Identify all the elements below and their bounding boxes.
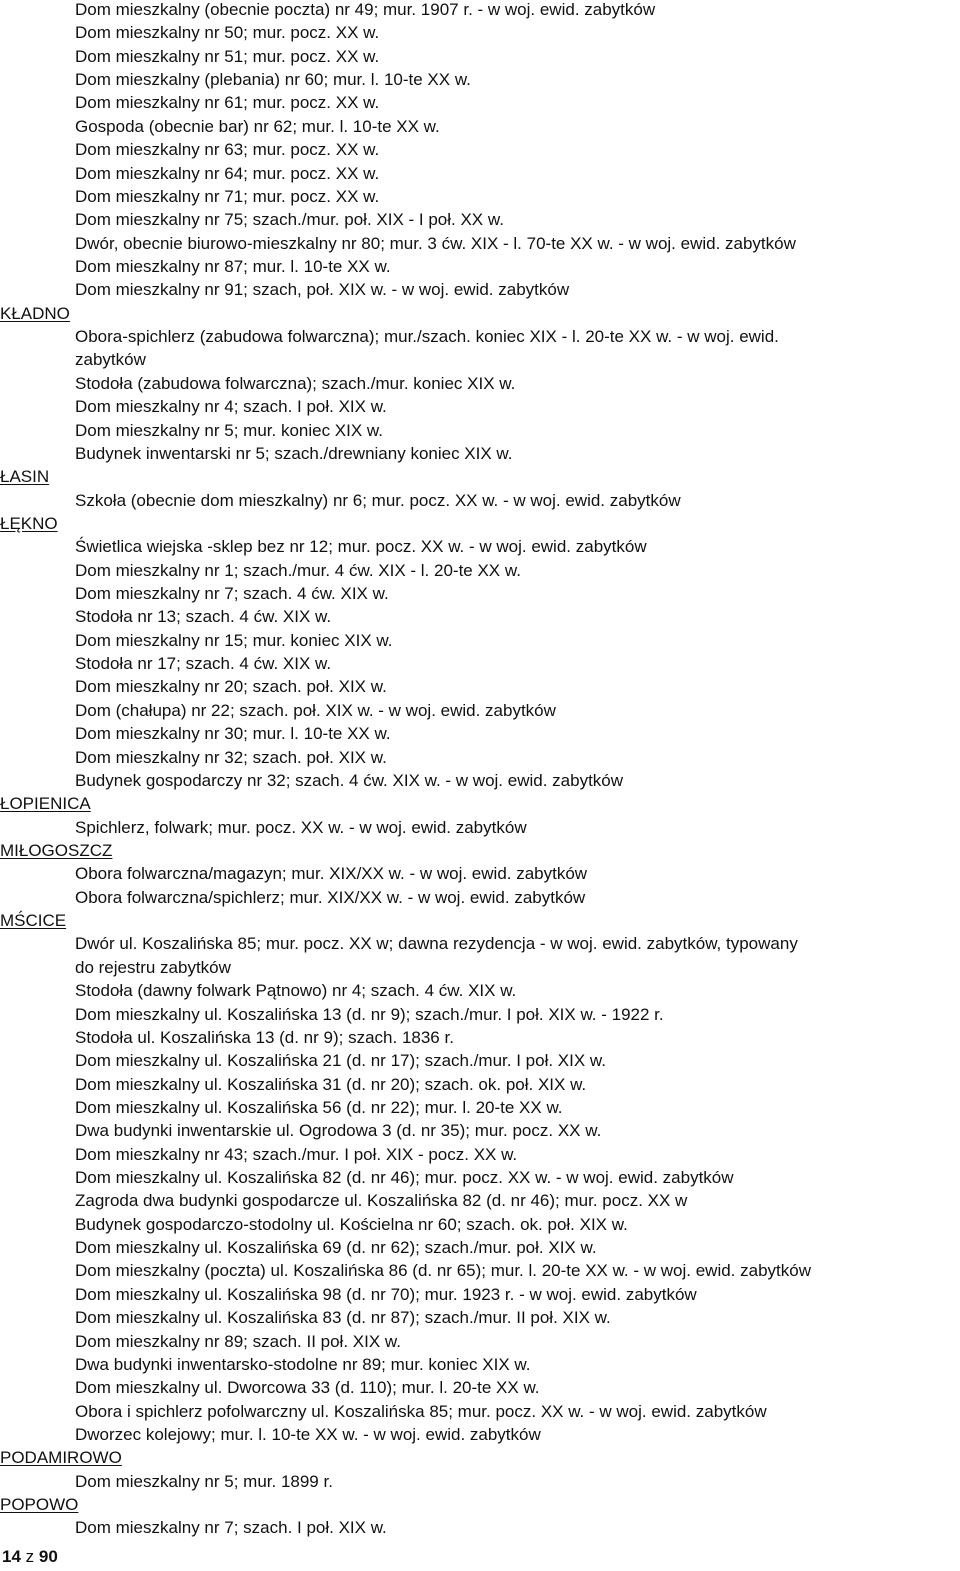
monument-entry: Dom mieszkalny ul. Koszalińska 69 (d. nr 62); szach./mur. poł. XIX w.: [75, 1238, 597, 1258]
locality-heading: ŁOPIENICA: [0, 794, 91, 814]
locality-heading: KŁADNO: [0, 303, 70, 323]
monument-entry: Dom mieszkalny nr 87; mur. l. 10-te XX w.: [75, 257, 391, 276]
monument-entry: Dom mieszkalny nr 91; szach, poł. XIX w. - w woj. ewid. zabytków: [75, 280, 570, 300]
monument-entry: Dom mieszkalny nr 20; szach. poł. XIX w.: [75, 677, 387, 697]
locality-heading: ŁASIN: [0, 467, 50, 487]
monument-entry: Budynek inwentarski nr 5; szach./drewniany koniec XIX w.: [75, 443, 513, 463]
monument-entry: Dom mieszkalny nr 30; mur. l. 10-te XX w.: [75, 724, 391, 744]
page-total: 90: [38, 1547, 58, 1566]
monument-entry: Zagroda dwa budynki gospodarcze ul. Koszalińska 82 (d. nr 46); mur. pocz. XX w: [75, 1191, 688, 1211]
monument-entry: Gospoda (obecnie bar) nr 62; mur. l. 10-te XX w.: [75, 116, 440, 136]
monument-entry: Dom mieszkalny ul. Koszalińska 56 (d. nr 22); mur. l. 20-te XX w.: [75, 1097, 563, 1117]
page-current: 14: [2, 1547, 21, 1566]
monument-entry: Dom mieszkalny nr 51; mur. pocz. XX w.: [75, 46, 380, 66]
monument-entry: Obora i spichlerz pofolwarczny ul. Koszalińska 85; mur. pocz. XX w. - w woj. ewid. zabytków: [75, 1401, 767, 1421]
monument-entry: Dworzec kolejowy; mur. l. 10-te XX w. - w woj. ewid. zabytków: [75, 1425, 541, 1444]
monument-entry: Spichlerz, folwark; mur. pocz. XX w. - w woj. ewid. zabytków: [75, 817, 527, 837]
monument-entry: Stodoła nr 13; szach. 4 ćw. XIX w.: [75, 607, 332, 627]
monument-entry: Dom mieszkalny ul. Koszalińska 13 (d. nr 9); szach./mur. I poł. XIX w. - 1922 r.: [75, 1004, 664, 1024]
monument-entry: Dom mieszkalny nr 1; szach./mur. 4 ćw. XIX - l. 20-te XX w.: [75, 560, 521, 580]
monument-entry: Dom mieszkalny nr 43; szach./mur. I poł. XIX - pocz. XX w.: [75, 1144, 518, 1164]
monument-entry: Dom mieszkalny ul. Koszalińska 83 (d. nr 87); szach./mur. II poł. XIX w.: [75, 1308, 611, 1328]
page-number-footer: [2, 1547, 58, 1567]
monument-entry: Dom mieszkalny (plebania) nr 60; mur. l. 10-te XX w.: [75, 70, 471, 90]
locality-heading: MIŁOGOSZCZ: [0, 841, 113, 860]
monument-entry: Stodoła ul. Koszalińska 13 (d. nr 9); szach. 1836 r.: [75, 1027, 454, 1047]
monument-entry: Dom mieszkalny (poczta) ul. Koszalińska 86 (d. nr 65); mur. l. 20-te XX w. - w woj. ewid. zabytków: [75, 1261, 811, 1281]
monument-entry: Stodoła (zabudowa folwarczna); szach./mur. koniec XIX w.: [75, 373, 516, 393]
monument-entry: Stodoła (dawny folwark Pątnowo) nr 4; szach. 4 ćw. XIX w.: [75, 981, 517, 1001]
monument-entry: Dom mieszkalny nr 7; szach. I poł. XIX w.: [75, 1518, 387, 1538]
monument-entry: Dom mieszkalny nr 89; szach. II poł. XIX w.: [75, 1331, 401, 1351]
monument-entry: Dom mieszkalny nr 63; mur. pocz. XX w.: [75, 140, 380, 160]
monument-entry: Dom mieszkalny ul. Koszalińska 82 (d. nr 46); mur. pocz. XX w. - w woj. ewid. zabytków: [75, 1168, 734, 1187]
monument-entry: Dom mieszkalny nr 4; szach. I poł. XIX w.: [75, 397, 387, 417]
monument-entry: Stodoła nr 17; szach. 4 ćw. XIX w.: [75, 654, 332, 674]
monument-entry: Dom mieszkalny nr 32; szach. poł. XIX w.: [75, 747, 387, 767]
monument-entry: Dom (chałupa) nr 22; szach. poł. XIX w. - w woj. ewid. zabytków: [75, 700, 556, 720]
locality-heading: PODAMIROWO: [0, 1448, 122, 1468]
monument-entry: Dom mieszkalny ul. Koszalińska 98 (d. nr 70); mur. 1923 r. - w woj. ewid. zabytków: [75, 1284, 697, 1304]
monument-entry: Dom mieszkalny nr 71; mur. pocz. XX w.: [75, 186, 380, 206]
monument-entry: Obora folwarczna/spichlerz; mur. XIX/XX w. - w woj. ewid. zabytków: [75, 887, 586, 907]
monument-entry: Dom mieszkalny nr 61; mur. pocz. XX w.: [75, 93, 380, 113]
locality-heading: MŚCICE: [0, 911, 67, 930]
monument-entry: Dom mieszkalny nr 75; szach./mur. poł. XIX - I poł. XX w.: [75, 210, 504, 230]
monument-entry: Dom mieszkalny nr 5; mur. 1899 r.: [75, 1471, 333, 1491]
monument-entry: Dom mieszkalny nr 64; mur. pocz. XX w.: [75, 163, 380, 183]
monument-entry: Dom mieszkalny nr 50; mur. pocz. XX w.: [75, 23, 380, 43]
monument-entry: Dom mieszkalny ul. Koszalińska 21 (d. nr 17); szach./mur. I poł. XIX w.: [75, 1051, 606, 1071]
monument-entry: Świetlica wiejska -sklep bez nr 12; mur. pocz. XX w. - w woj. ewid. zabytków: [75, 537, 647, 557]
monument-entry: zabytków: [75, 350, 146, 370]
monument-entry: Dwór ul. Koszalińska 85; mur. pocz. XX w; dawna rezydencja - w woj. ewid. zabytków, typowany: [75, 934, 798, 954]
monument-entry: Obora folwarczna/magazyn; mur. XIX/XX w. - w woj. ewid. zabytków: [75, 864, 588, 884]
monument-entry: do rejestru zabytków: [75, 957, 231, 977]
monument-entry: Dwa budynki inwentarsko-stodolne nr 89; mur. koniec XIX w.: [75, 1354, 531, 1374]
monument-entry: Obora-spichlerz (zabudowa folwarczna); mur./szach. koniec XIX - l. 20-te XX w. - w woj. ewid.: [75, 327, 779, 346]
monument-entry: Dom mieszkalny nr 5; mur. koniec XIX w.: [75, 420, 383, 440]
locality-heading: POPOWO: [0, 1495, 79, 1514]
monument-entry: Szkoła (obecnie dom mieszkalny) nr 6; mur. pocz. XX w. - w woj. ewid. zabytków: [75, 490, 681, 510]
monument-entry: Budynek gospodarczo-stodolny ul. Kościelna nr 60; szach. ok. poł. XIX w.: [75, 1214, 628, 1234]
locality-heading: ŁĘKNO: [0, 513, 58, 533]
monument-entry: Dwór, obecnie biurowo-mieszkalny nr 80; mur. 3 ćw. XIX - l. 70-te XX w. - w woj. ewid. zabytków: [75, 233, 796, 253]
monument-entry: Dom mieszkalny ul. Koszalińska 31 (d. nr 20); szach. ok. poł. XIX w.: [75, 1074, 587, 1094]
monument-entry: Dom mieszkalny ul. Dworcowa 33 (d. 110); mur. l. 20-te XX w.: [75, 1378, 540, 1398]
monument-entry: Dom mieszkalny (obecnie poczta) nr 49; mur. 1907 r. - w woj. ewid. zabytków: [75, 0, 656, 19]
monument-entry: Dom mieszkalny nr 15; mur. koniec XIX w.: [75, 630, 393, 650]
monument-entry: Dwa budynki inwentarskie ul. Ogrodowa 3 (d. nr 35); mur. pocz. XX w.: [75, 1121, 602, 1141]
page-separator: z: [25, 1547, 35, 1566]
monument-entry: Dom mieszkalny nr 7; szach. 4 ćw. XIX w.: [75, 584, 389, 603]
monument-entry: Budynek gospodarczy nr 32; szach. 4 ćw. XIX w. - w woj. ewid. zabytków: [75, 770, 624, 790]
